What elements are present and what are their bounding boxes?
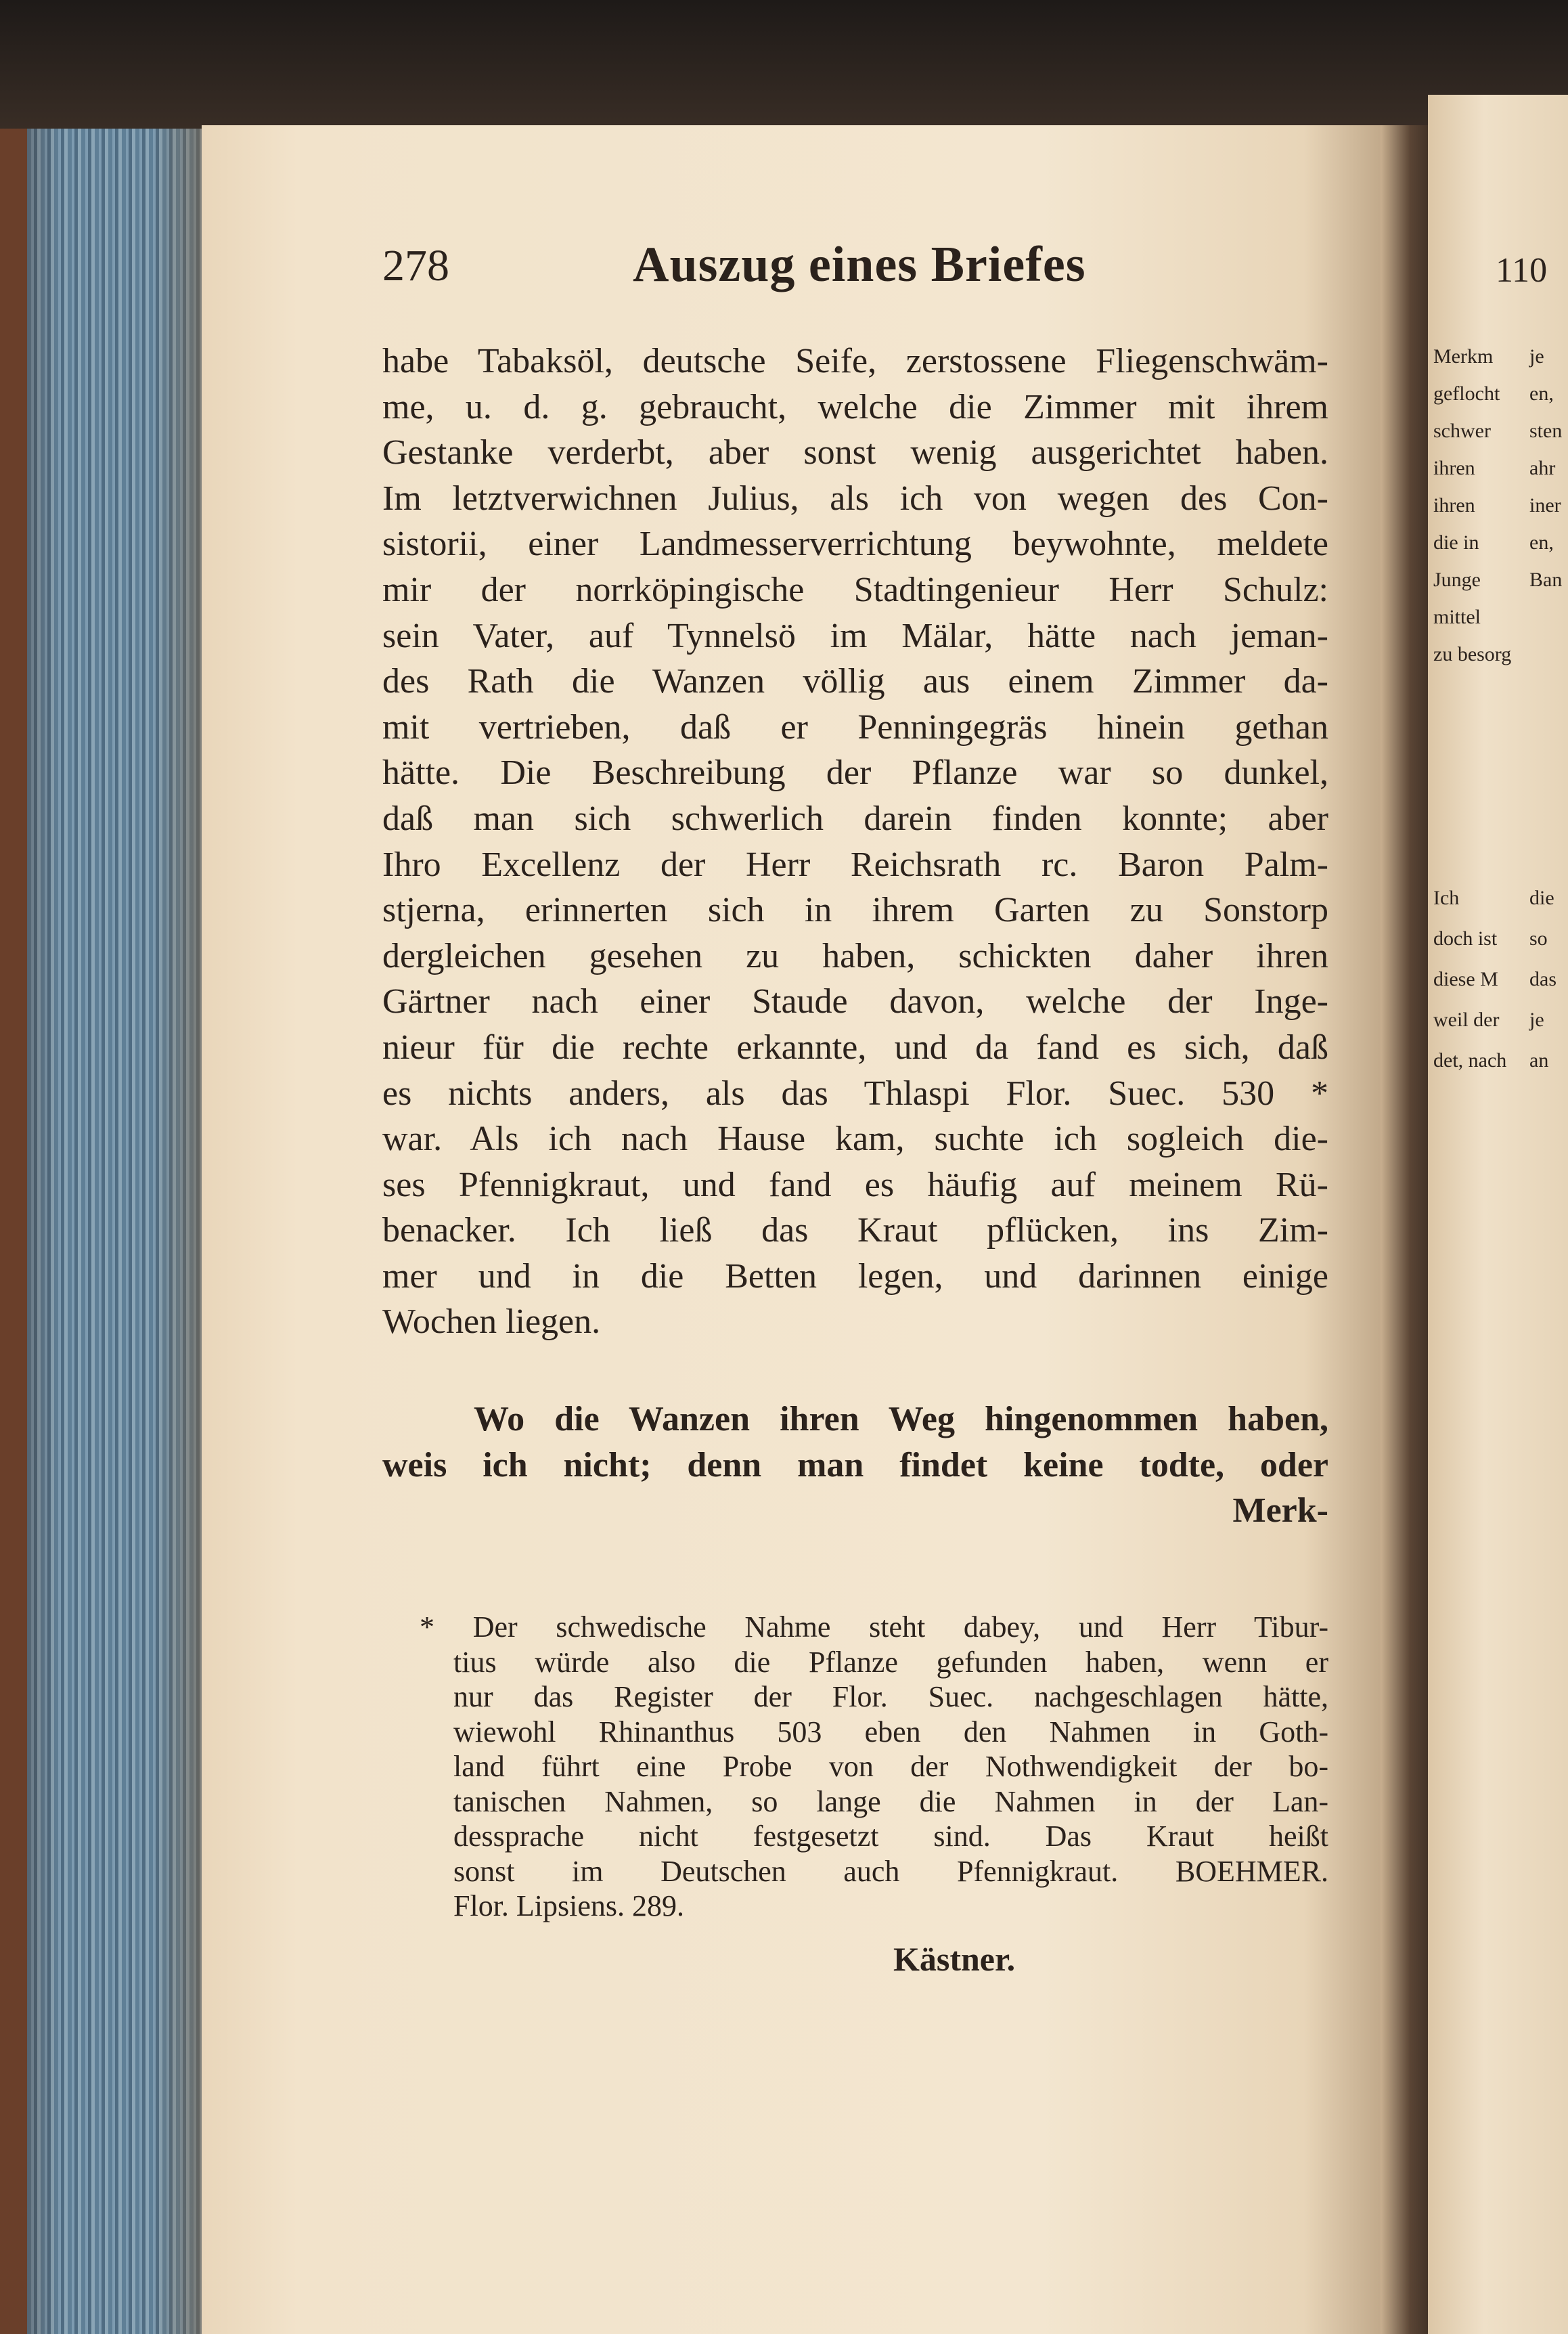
facing-page-text-fragment: mittel	[1433, 606, 1481, 628]
footnote-line: nur das Register der Flor. Suec. nachgeschlagen hätte,	[453, 1680, 1328, 1713]
text-line: ses Pfennigkraut, und fand es häufig auf meinem Rü-	[382, 1165, 1328, 1204]
book-page-edges	[0, 129, 203, 2334]
signature: Kästner.	[893, 1940, 1016, 1978]
facing-page-number: 110	[1496, 251, 1548, 290]
text-line: dergleichen gesehen zu haben, schickten daher ihren	[382, 936, 1328, 975]
facing-page-text-fragment: Merkm	[1433, 345, 1494, 368]
facing-page-text-fragment: sten	[1529, 420, 1563, 442]
facing-page-text-fragment: die in	[1433, 531, 1479, 554]
text-line: hätte. Die Beschreibung der Pflanze war so dunkel,	[382, 753, 1328, 793]
text-line: me, u. d. g. gebraucht, welche die Zimmer mit ihrem	[382, 387, 1328, 426]
text-line: Wo die Wanzen ihren Weg hingenommen haben,	[474, 1400, 1328, 1438]
catchword: Merk-	[1232, 1491, 1328, 1531]
body-paragraph	[382, 338, 1328, 1345]
text-line: weis ich nicht; denn man findet keine todte, oder	[382, 1445, 1328, 1484]
second-paragraph	[382, 1396, 1328, 1534]
book-gutter	[1381, 125, 1435, 2334]
facing-page-text-fragment: Junge	[1433, 569, 1481, 591]
facing-page-text-fragment: je	[1529, 345, 1544, 368]
text-line: des Rath die Wanzen völlig aus einem Zimmer da-	[382, 662, 1328, 701]
text-line: mer und in die Betten legen, und darinnen einige	[382, 1256, 1328, 1296]
footnote	[420, 1610, 1328, 1924]
text-line: Im letztverwichnen Julius, als ich von wegen des Con-	[382, 479, 1328, 518]
text-line: nieur für die rechte erkannte, und da fand es sich, daß	[382, 1028, 1328, 1067]
facing-page-text-fragment: en,	[1529, 531, 1554, 554]
facing-page-text-fragment: ihren	[1433, 494, 1475, 516]
footnote-line: wiewohl Rhinanthus 503 eben den Nahmen in Goth-	[453, 1715, 1328, 1748]
footnote-line: sonst im Deutschen auch Pfennigkraut. BOEHMER.	[453, 1854, 1328, 1888]
facing-page-text-fragment: je	[1529, 1009, 1544, 1031]
page-number: 278	[382, 241, 449, 290]
text-line: Gärtner nach einer Staude davon, welche der Inge-	[382, 982, 1328, 1021]
page-header	[382, 237, 1330, 301]
footnote-line: dessprache nicht festgesetzt sind. Das Kraut heißt	[453, 1820, 1328, 1853]
text-line: Wochen liegen.	[382, 1302, 601, 1342]
facing-page-text-fragment: weil der	[1433, 1009, 1500, 1031]
text-line: daß man sich schwerlich darein finden konnte; aber	[382, 799, 1328, 838]
scan-background	[0, 0, 1568, 135]
facing-page-text-fragment: doch ist	[1433, 927, 1498, 950]
text-line: Gestanke verderbt, aber sonst wenig ausgerichtet haben.	[382, 433, 1328, 472]
text-line: benacker. Ich ließ das Kraut pflücken, ins Zim-	[382, 1211, 1328, 1250]
facing-page-text-fragment: Ich	[1433, 887, 1460, 909]
facing-page-text-fragment: det, nach	[1433, 1049, 1507, 1072]
text-line: Ihro Excellenz der Herr Reichsrath rc. Baron Palm-	[382, 845, 1328, 884]
facing-page-text-fragment: ihren	[1433, 457, 1475, 479]
facing-page-text-fragment: geflocht	[1433, 382, 1500, 405]
text-line: sistorii, einer Landmesserverrichtung beywohnte, meldete	[382, 525, 1328, 564]
facing-page-text-fragment: iner	[1529, 494, 1561, 516]
footnote-line: Flor. Lipsiens. 289.	[453, 1889, 685, 1922]
text-line: habe Tabaksöl, deutsche Seife, zerstossene Fliegenschwäm-	[382, 342, 1328, 380]
facing-page-text-fragment: die	[1529, 887, 1554, 909]
text-line: mit vertrieben, daß er Penningegräs hinein gethan	[382, 707, 1328, 747]
facing-page-text-fragment: an	[1529, 1049, 1549, 1072]
facing-page-text-fragment: diese M	[1433, 968, 1498, 990]
book-cover-edge	[0, 129, 27, 2334]
facing-page-text-fragment: Ban	[1529, 569, 1563, 591]
facing-page-text-fragment: schwer	[1433, 420, 1491, 442]
facing-page-text-fragment: so	[1529, 927, 1548, 950]
running-title: Auszug eines Briefes	[633, 237, 1086, 292]
footnote-line: tanischen Nahmen, so lange die Nahmen in der Lan-	[453, 1784, 1328, 1818]
facing-page-text-fragment: en,	[1529, 382, 1554, 405]
text-line: stjerna, erinnerten sich in ihrem Garten zu Sonstorp	[382, 891, 1328, 930]
text-line: es nichts anders, als das Thlaspi Flor. Suec. 530 *	[382, 1074, 1328, 1113]
facing-page-text-fragment: das	[1529, 968, 1556, 990]
footnote-line: land führt eine Probe von der Nothwendigkeit der bo-	[453, 1750, 1328, 1783]
facing-page-fragment	[1428, 95, 1568, 2334]
text-line: sein Vater, auf Tynnelsö im Mälar, hätte nach jeman-	[382, 616, 1328, 655]
text-line: war. Als ich nach Hause kam, suchte ich sogleich die-	[382, 1120, 1328, 1159]
facing-page-text-fragment: ahr	[1529, 457, 1556, 479]
facing-page-text-fragment: zu besorg	[1433, 643, 1512, 665]
text-line: mir der norrköpingische Stadtingenieur Herr Schulz:	[382, 570, 1328, 609]
footnote-line: tius würde also die Pflanze gefunden haben, wenn er	[453, 1645, 1328, 1679]
footnote-line: * Der schwedische Nahme steht dabey, und Herr Tibur-	[420, 1610, 1328, 1644]
